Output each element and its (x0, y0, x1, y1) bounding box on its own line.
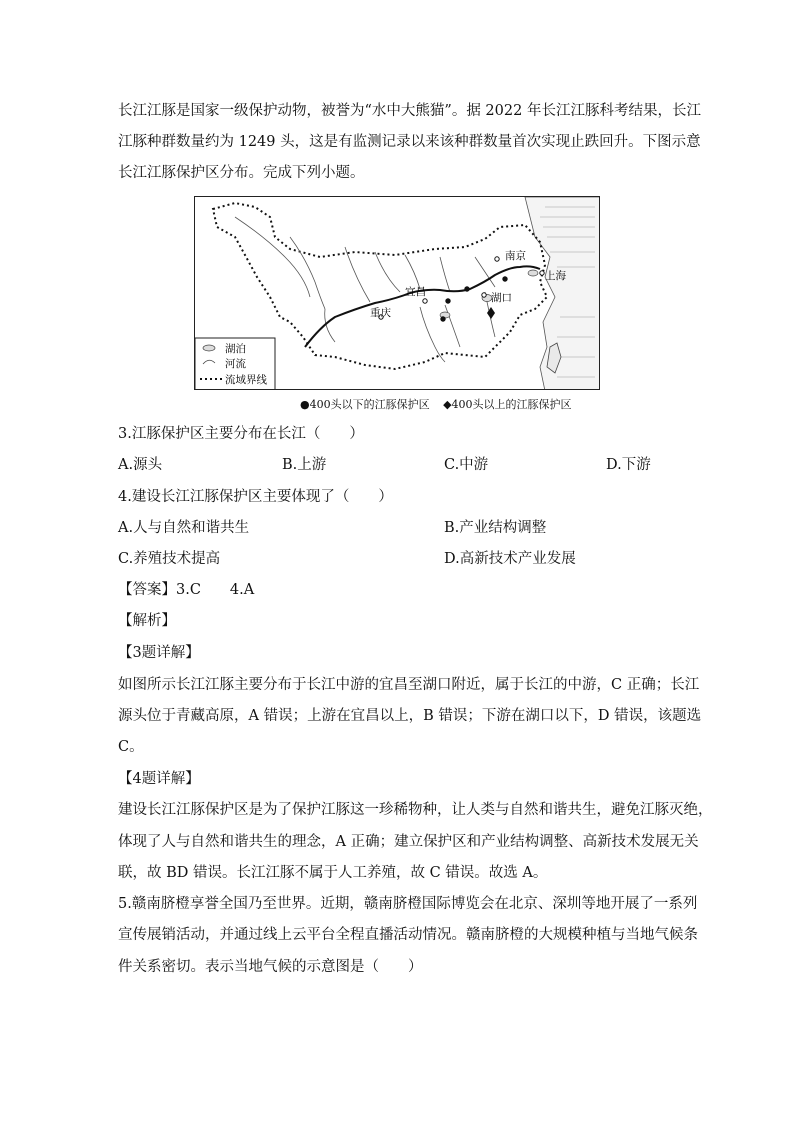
q3-stem: 3.江豚保护区主要分布在长江（ ） (118, 426, 364, 442)
q5-line-1: 5.赣南脐橙享誉全国乃至世界。近期，赣南脐橙国际博览会在北京、深圳等地开展了一系列 (118, 896, 698, 912)
label-yichang: 宜昌 (405, 286, 426, 298)
q4-detail-line-2: 体现了人与自然和谐共生的理念，A 正确；建立保护区和产业结构调整、高新技术发展无关 (118, 834, 699, 850)
nanjing-marker (495, 257, 499, 261)
q4-option-a: A.人与自然和谐共生 (118, 520, 250, 536)
map-legend (195, 338, 275, 390)
legend-lake-symbol (203, 345, 215, 351)
q4-option-c: C.养殖技术提高 (118, 551, 221, 567)
legend-lake-label: 湖泊 (225, 343, 246, 355)
analysis-heading: 【解析】 (118, 613, 176, 629)
q4-detail-line-3: 联，故 BD 错误。长江江豚不属于人工养殖，故 C 错误。故选 A。 (118, 865, 548, 881)
q3-detail-line-1: 如图所示长江江豚主要分布于长江中游的宜昌至湖口附近，属于长江的中游，C 正确；长江 (118, 677, 700, 693)
legend-river-label: 河流 (225, 358, 246, 370)
caption-under-400: ●400头以下的江豚保护区 (300, 398, 430, 411)
hukou-marker (482, 293, 486, 297)
intro-line-2: 江豚种群数量约为 1249 头，这是有监测记录以来该种群数量首次实现止跌回升。下图示意 (118, 134, 701, 150)
q3-option-d: D.下游 (606, 457, 651, 473)
label-nanjing: 南京 (505, 250, 526, 262)
q4-stem: 4.建设长江江豚保护区主要体现了（ ） (118, 489, 393, 505)
answer-line: 【答案】3.C 4.A (118, 582, 255, 598)
yangtze-map-figure (194, 196, 600, 390)
legend-boundary-label: 流域界线 (225, 374, 267, 386)
label-hukou: 湖口 (491, 292, 512, 304)
map-caption (300, 396, 582, 412)
q4-option-b: B.产业结构调整 (444, 520, 547, 536)
q3-detail-line-3: C。 (118, 739, 144, 755)
coastline (525, 197, 600, 390)
caption-over-400: ◆400头以上的江豚保护区 (443, 398, 572, 411)
q5-line-3: 件关系密切。表示当地气候的示意图是（ ） (118, 959, 423, 975)
yichang-marker (423, 299, 427, 303)
q5-line-2: 宣传展销活动，并通过线上云平台全程直播活动情况。赣南脐橙的大规模种植与当地气候条 (118, 927, 698, 943)
label-shanghai: 上海 (545, 270, 566, 282)
map-svg (195, 197, 600, 390)
q4-option-d: D.高新技术产业发展 (444, 551, 576, 567)
q3-option-c: C.中游 (444, 457, 489, 473)
q3-option-a: A.源头 (118, 457, 163, 473)
q3-detail-heading: 【3题详解】 (118, 645, 200, 661)
q4-detail-heading: 【4题详解】 (118, 771, 200, 787)
intro-line-1: 长江江豚是国家一级保护动物，被誉为“水中大熊猫”。据 2022 年长江江豚科考结果，长江 (118, 103, 701, 119)
q4-detail-line-1: 建设长江江豚保护区是为了保护江豚这一珍稀物种，让人类与自然和谐共生，避免江豚灭绝， (118, 802, 713, 818)
taihu-lake (528, 270, 538, 276)
shanghai-marker (540, 271, 544, 275)
q3-detail-line-2: 源头位于青藏高原，A 错误；上游在宜昌以上，B 错误；下游在湖口以下，D 错误，该题选 (118, 708, 702, 724)
q3-option-b: B.上游 (282, 457, 327, 473)
label-chongqing: 重庆 (370, 307, 391, 319)
intro-line-3: 长江江豚保护区分布。完成下列小题。 (118, 165, 365, 181)
